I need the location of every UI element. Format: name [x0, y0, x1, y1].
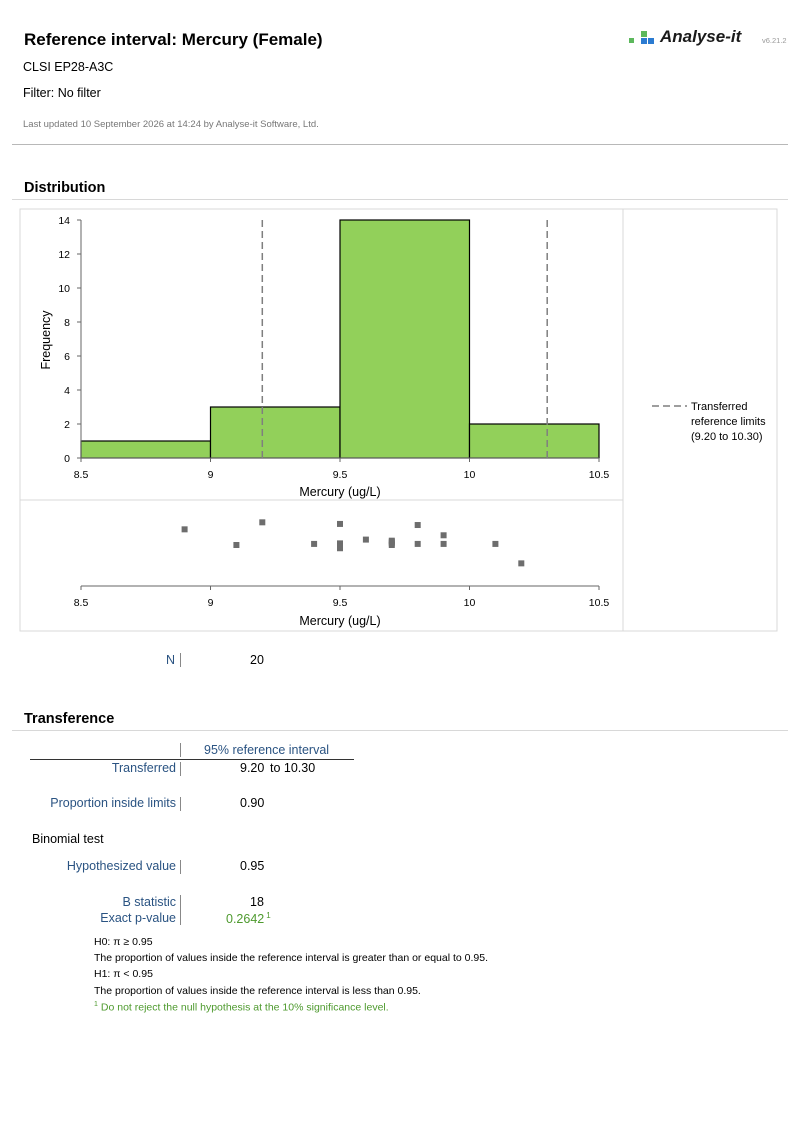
h1-text: The proportion of values inside the reference interval is less than 0.95. — [94, 985, 421, 997]
dot-point-12 — [415, 522, 421, 528]
h0-label: H0: π ≥ 0.95 — [94, 936, 153, 948]
n-label: N — [165, 653, 175, 667]
header-underline — [30, 759, 354, 760]
histogram-bar-0 — [81, 441, 211, 458]
transference-heading: Transference — [24, 711, 115, 727]
proportion-label: Proportion inside limits — [50, 796, 176, 810]
dot-point-3 — [311, 541, 317, 547]
h1-label: H1: π < 0.95 — [94, 968, 153, 980]
footnote-text: Do not reject the null hypothesis at the 10% significance level. — [100, 1001, 389, 1014]
stats-separator — [180, 895, 181, 925]
dot-point-8 — [363, 537, 369, 543]
histogram-y-tick-label-2: 4 — [64, 385, 70, 397]
column-separator — [180, 743, 181, 757]
footnote-mark: 1 — [94, 1001, 98, 1008]
hypothesized-separator — [180, 860, 181, 874]
hypothesized-value: 0.95 — [240, 859, 265, 873]
histogram-y-tick-label-0: 0 — [64, 453, 70, 465]
dot-point-4 — [337, 521, 343, 527]
p-value-footnote-mark: 1 — [266, 911, 271, 920]
proportion-value: 0.90 — [240, 796, 265, 810]
method-label: CLSI EP28-A3C — [23, 60, 114, 74]
histogram-x-tick-label-0: 8.5 — [73, 469, 89, 481]
interval-column-header: 95% reference interval — [204, 743, 330, 757]
dot-point-19 — [337, 543, 343, 549]
distribution-chart — [0, 200, 800, 640]
histogram-y-axis-label: Frequency — [39, 310, 53, 370]
binomial-test-heading: Binomial test — [32, 832, 104, 846]
transferred-separator — [180, 762, 181, 776]
p-value-number: 0.2642 — [226, 912, 265, 927]
histogram-y-tick-label-1: 2 — [64, 419, 70, 431]
histogram-y-tick-label-4: 8 — [64, 317, 70, 329]
dot-point-18 — [389, 540, 395, 546]
histogram-x-tick-label-2: 9.5 — [332, 469, 348, 481]
p-value — [226, 911, 271, 926]
proportion-separator — [180, 797, 181, 811]
histogram-y-tick-label-6: 12 — [58, 249, 70, 261]
dot-point-14 — [441, 532, 447, 538]
dotplot-x-tick-label-0: 8.5 — [73, 597, 89, 609]
dot-point-17 — [518, 560, 524, 566]
histogram-x-tick-label-3: 10 — [463, 469, 476, 481]
dotplot-x-tick-label-3: 10 — [463, 597, 476, 609]
header-divider — [12, 144, 788, 145]
hypothesized-label: Hypothesized value — [66, 859, 176, 873]
histogram-y-tick-label-5: 10 — [58, 283, 70, 295]
b-statistic-label: B statistic — [122, 895, 176, 909]
legend-line-1: Transferred — [691, 401, 748, 413]
brand-name: Analyse-it — [660, 27, 742, 46]
histogram-bar-3 — [470, 424, 600, 458]
histogram-x-tick-label-4: 10.5 — [588, 469, 610, 481]
histogram-x-tick-label-1: 9 — [207, 469, 214, 481]
histogram-bar-2 — [340, 220, 470, 458]
dot-point-15 — [441, 541, 447, 547]
h0-text: The proportion of values inside the reference interval is greater than or equal to 0.95. — [94, 952, 488, 964]
histogram-y-tick-label-7: 14 — [58, 215, 70, 227]
dotplot-x-axis-label: Mercury (ug/L) — [299, 614, 381, 628]
dot-point-0 — [182, 526, 188, 532]
dotplot-x-tick-label-4: 10.5 — [588, 597, 610, 609]
last-updated: Last updated 10 September 2026 at 14:24 by Analyse-it Software, Ltd. — [23, 119, 319, 130]
legend-line-2: reference limits — [691, 416, 766, 428]
histogram-bar-1 — [211, 407, 341, 458]
brand-version: v6.21.2 — [762, 36, 787, 45]
report-title: Reference interval: Mercury (Female) — [24, 30, 323, 49]
legend-line-3: (9.20 to 10.30) — [691, 431, 763, 443]
histogram-x-axis-label: Mercury (ug/L) — [299, 485, 381, 499]
dotplot-x-tick-label-2: 9.5 — [332, 597, 348, 609]
transference-divider — [12, 730, 788, 731]
transferred-high: to 10.30 — [270, 761, 316, 775]
transferred-label: Transferred — [111, 761, 176, 775]
analyse-it-logo-icon — [628, 28, 658, 48]
b-statistic-value: 18 — [250, 895, 264, 909]
dot-point-1 — [233, 542, 239, 548]
footnote — [94, 1001, 389, 1014]
histogram-y-tick-label-3: 6 — [64, 351, 70, 363]
p-value-label: Exact p-value — [100, 911, 176, 925]
filter-label: Filter: No filter — [23, 86, 101, 100]
dotplot-x-tick-label-1: 9 — [207, 597, 214, 609]
transferred-low: 9.20 — [240, 761, 265, 775]
n-value: 20 — [250, 653, 264, 667]
distribution-heading: Distribution — [24, 180, 106, 196]
dot-point-16 — [492, 541, 498, 547]
dot-point-2 — [259, 519, 265, 525]
n-separator — [180, 653, 181, 667]
dot-point-13 — [415, 541, 421, 547]
